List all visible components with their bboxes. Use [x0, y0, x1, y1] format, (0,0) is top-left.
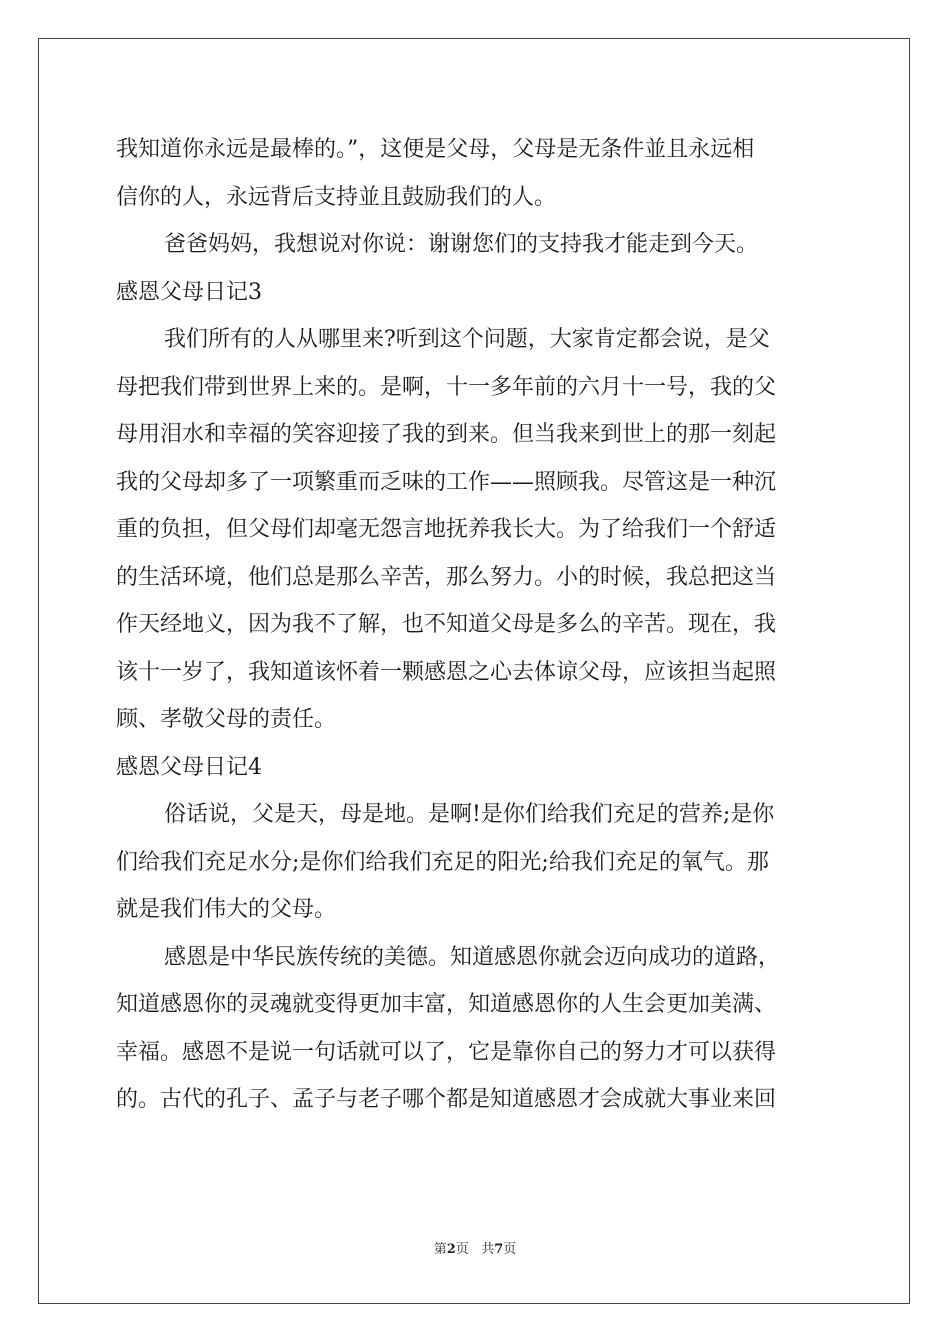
- page-suffix: 页: [455, 1242, 469, 1257]
- page-footer: [0, 1238, 950, 1257]
- text-line: 重的负担，但父母们却毫无怨言地抚养我长大。为了给我们一个舒适: [116, 517, 777, 542]
- total-suffix: 页: [503, 1242, 517, 1257]
- text-line: 我知道你永远是最棒的。”，这便是父母，父母是无条件並且永远相: [116, 137, 755, 162]
- page-prefix: 第: [433, 1242, 447, 1257]
- total-prefix: 共: [481, 1242, 495, 1257]
- document-body: [116, 126, 838, 1124]
- text-line: 信你的人，永远背后支持並且鼓励我们的人。: [116, 184, 557, 210]
- page-number: 2: [446, 1242, 456, 1257]
- text-line: 爸爸妈妈，我想说对你说：谢谢您们的支持我才能走到今天。: [164, 232, 759, 257]
- text-line: 的。古代的孔子、孟子与老子哪个都是知道感恩才会成就大事业来回: [116, 1087, 777, 1112]
- text-line: 幸福。感恩不是说一句话就可以了，它是靠你自己的努力才可以获得: [116, 1039, 777, 1065]
- section-heading: 感恩父母日记3: [116, 279, 262, 305]
- text-line: 知道感恩你的灵魂就变得更加丰富，知道感恩你的人生会更加美满、: [116, 992, 777, 1017]
- text-line: 俗话说，父是天，母是地。是啊!是你们给我们充足的营养;是你: [164, 802, 775, 827]
- text-line: 就是我们伟大的父母。: [116, 897, 337, 922]
- section-heading: 感恩父母日记4: [116, 754, 262, 780]
- text-line: 顾、孝敬父母的责任。: [116, 707, 337, 732]
- total-pages: 7: [494, 1242, 504, 1257]
- text-line: 母把我们带到世界上来的。是啊，十一多年前的六月十一号，我的父: [116, 374, 777, 400]
- text-line: 感恩是中华民族传统的美德。知道感恩你就会迈向成功的道路，: [164, 944, 781, 970]
- text-line: 我的父母却多了一项繁重而乏味的工作——照顾我。尽管这是一种沉: [116, 469, 777, 495]
- text-line: 的生活环境，他们总是那么辛苦，那么努力。小的时候，我总把这当: [116, 564, 777, 590]
- text-line: 作天经地义，因为我不了解，也不知道父母是多么的辛苦。现在，我: [116, 612, 777, 637]
- text-line: 我们所有的人从哪里来?听到这个问题，大家肯定都会说，是父: [164, 327, 770, 352]
- text-line: 该十一岁了，我知道该怀着一颗感恩之心去体谅父母，应该担当起照: [116, 659, 777, 685]
- text-line: 母用泪水和幸福的笑容迎接了我的到来。但当我来到世上的那一刻起: [116, 422, 777, 447]
- text-line: 们给我们充足水分;是你们给我们充足的阳光;给我们充足的氧气。那: [116, 849, 769, 875]
